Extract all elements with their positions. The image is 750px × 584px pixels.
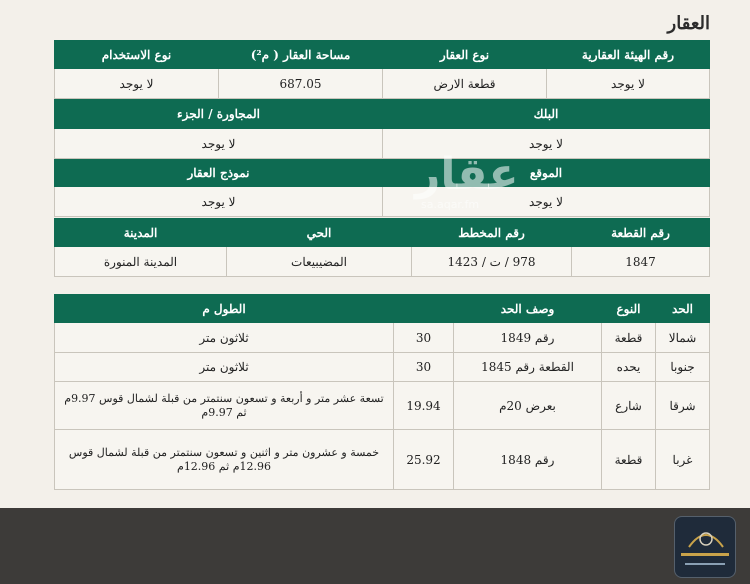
value-property-area: 687.05 (219, 69, 383, 99)
location-value-row (55, 187, 710, 217)
boundary-length-number: 30 (394, 353, 454, 382)
boundary-type: قطعة (602, 430, 656, 490)
section-title: العقار (667, 13, 710, 34)
value-city: المدينة المنورة (55, 247, 227, 277)
boundary-length-number: 19.94 (394, 382, 454, 430)
property-header-row (55, 41, 710, 69)
boundary-type: يحده (602, 353, 656, 382)
table-row (55, 430, 710, 490)
value-scheme-number: 978 / ت / 1423 (412, 247, 572, 277)
block-value-row (55, 129, 710, 159)
boundary-description: رقم 1848 (454, 430, 602, 490)
property-value-row (55, 69, 710, 99)
boundary-direction: شمالا (656, 323, 710, 353)
header-authority-number: رقم الهيئة العقارية (547, 41, 710, 69)
watermark-url: sa.aqar.fm (421, 198, 480, 211)
header-boundary: الحد (656, 295, 710, 323)
header-property-type: نوع العقار (383, 41, 547, 69)
value-property-type: قطعة الارض (383, 69, 547, 99)
plot-header-row (55, 219, 710, 247)
block-header-row (55, 99, 710, 129)
header-blank (394, 295, 454, 323)
header-usage-type: نوع الاستخدام (55, 41, 219, 69)
table-row (55, 382, 710, 430)
boundary-length-text: خمسة و عشرون متر و اثنين و تسعون سنتمتر من قبلة لشمال قوس 12.96م ثم 12.96م (55, 430, 394, 490)
watermark-logo-text: عقار (415, 149, 519, 200)
value-usage-type: لا يوجد (55, 69, 219, 99)
boundaries-table (54, 294, 710, 490)
boundary-type: شارع (602, 382, 656, 430)
value-plot-number: 1847 (572, 247, 710, 277)
boundary-description: بعرض 20م (454, 382, 602, 430)
header-length: الطول م (55, 295, 394, 323)
bottom-bar (0, 508, 750, 584)
boundary-length-number: 25.92 (394, 430, 454, 490)
plot-value-row (55, 247, 710, 277)
header-boundary-description: وصف الحد (454, 295, 602, 323)
table-row (55, 353, 710, 382)
boundary-length-text: تسعة عشر متر و أربعة و تسعون سنتمتر من قبلة لشمال قوس 9.97م ثم 9.97م (55, 382, 394, 430)
boundaries-header-row (55, 295, 710, 323)
header-neighborhood-part: المجاورة / الجزء (55, 99, 383, 129)
header-district: الحي (227, 219, 412, 247)
real-estate-logo-icon (674, 516, 736, 578)
property-info-table (54, 40, 710, 217)
boundary-description: رقم 1849 (454, 323, 602, 353)
header-type: النوع (602, 295, 656, 323)
boundary-type: قطعة (602, 323, 656, 353)
header-location: الموقع (383, 159, 710, 187)
value-authority-number: لا يوجد (547, 69, 710, 99)
location-header-row (55, 159, 710, 187)
boundary-direction: شرقا (656, 382, 710, 430)
boundary-length-text: ثلاثون متر (55, 323, 394, 353)
value-property-model: لا يوجد (55, 187, 383, 217)
header-property-area: مساحة العقار ( م²) (219, 41, 383, 69)
header-property-model: نموذج العقار (55, 159, 383, 187)
header-block: البلك (383, 99, 710, 129)
boundary-description: القطعة رقم 1845 (454, 353, 602, 382)
header-scheme-number: رقم المخطط (412, 219, 572, 247)
value-district: المضيبيعات (227, 247, 412, 277)
plot-info-table (54, 218, 710, 277)
value-neighborhood-part: لا يوجد (55, 129, 383, 159)
value-location: لا يوجد (383, 187, 710, 217)
boundary-direction: غربا (656, 430, 710, 490)
value-block: لا يوجد (383, 129, 710, 159)
boundary-length-number: 30 (394, 323, 454, 353)
boundary-length-text: ثلاثون متر (55, 353, 394, 382)
table-row (55, 323, 710, 353)
header-plot-number: رقم القطعة (572, 219, 710, 247)
boundary-direction: جنوبا (656, 353, 710, 382)
header-city: المدينة (55, 219, 227, 247)
